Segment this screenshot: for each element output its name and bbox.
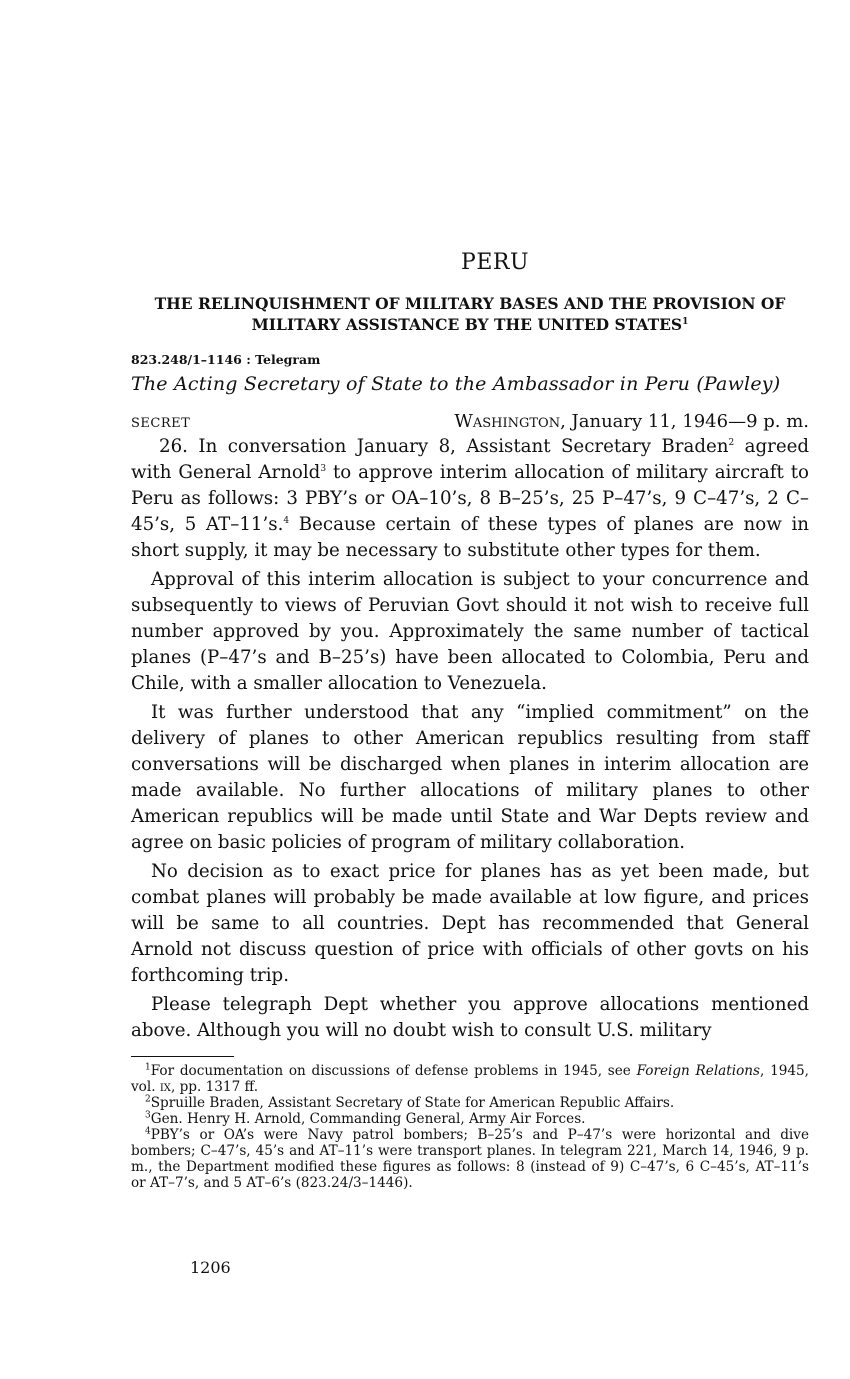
page-number: 1206: [190, 1258, 231, 1277]
footnote-1-part-a: For documentation on discussions of defense problems in 1945, see: [150, 1063, 637, 1079]
footnote-1-italic: Foreign Relations: [636, 1063, 761, 1079]
file-reference: 823.248/1–1146 : Telegram: [131, 352, 321, 367]
footnote-ref-1: 1: [682, 316, 689, 327]
paragraph-1: [131, 434, 809, 564]
footnote-ref-3: 3: [320, 463, 327, 474]
paragraph-1-part-a: 26. In conversation January 8, Assistant Secretary Braden: [159, 436, 729, 457]
paragraph-1-part-d: Because certain of these types of planes are now in short supply, it may be necessary to substitute other types for them.: [131, 514, 809, 561]
dateline-date: January 11, 1946—9 p. m.: [571, 411, 809, 432]
footnote-2: [131, 1095, 809, 1111]
footnote-2-text: Spruille Braden, Assistant Secretary of State for American Republic Affairs.: [150, 1095, 675, 1111]
dateline: [131, 411, 809, 432]
document-title-text: The Acting Secretary of State to the Ambassador in Peru: [131, 373, 691, 395]
dateline-place: Washington,: [454, 411, 566, 432]
footnote-1-volume: ix: [159, 1079, 171, 1095]
paragraph-4: No decision as to exact price for planes has as yet been made, but combat planes will probably be made available at low figure, and prices will be same to all countries. Dept has recommended that General Arnold not discuss question of price with officials of other govts on his forthcoming trip.: [131, 861, 809, 986]
footnote-4-number: 4: [145, 1126, 151, 1137]
footnote-1-part-c: , pp. 1317 ff.: [170, 1079, 259, 1095]
date-place: [454, 411, 809, 432]
footnote-1-number: 1: [145, 1062, 151, 1073]
footnotes: [131, 1063, 809, 1191]
footnote-3-number: 3: [145, 1110, 151, 1121]
footnote-ref-4: 4: [283, 515, 290, 526]
footnote-3-text: Gen. Henry H. Arnold, Commanding General, Army Air Forces.: [150, 1111, 586, 1127]
classification-label: SECRET: [131, 416, 191, 431]
footnote-4-text: PBY’s or OA’s were Navy patrol bombers; B–25’s and P–47’s were horizontal and dive bombers; C–47’s, 45’s and AT–11’s were transport planes. In telegram 221, March 14, 1946, 9 p. m., the Department modified these figures as follows: 8 (instead of 9) C–47’s, 6 C–45’s, AT–11’s or AT–7’s, and 5 AT–6’s (823.24/3–1446).: [131, 1127, 809, 1191]
footnote-2-number: 2: [145, 1094, 151, 1105]
footnote-4: [131, 1127, 809, 1191]
paragraph-5: Please telegraph Dept whether you approve allocations mentioned above. Although you will no doubt wish to consult U.S. military: [131, 994, 809, 1041]
document-title-recipient: (Pawley): [696, 373, 781, 395]
document-page: [131, 250, 809, 1191]
footnote-ref-2: 2: [728, 437, 735, 448]
footnote-divider: [131, 1056, 234, 1057]
paragraph-3: It was further understood that any “implied commitment” on the delivery of planes to other American republics resulting from staff conversations will be discharged when planes in interim allocation are made available. No further allocations of military planes to other American republics will be made until State and War Depts review and agree on basic policies of program of military collaboration.: [131, 702, 809, 853]
telegram-body: [131, 434, 809, 1044]
footnote-1-part-b: , 1945, vol.: [131, 1063, 809, 1095]
section-heading-text: THE RELINQUISHMENT OF MILITARY BASES AND THE PROVISION OF MILITARY ASSISTANCE BY THE UNITED STATES: [154, 294, 786, 334]
footnote-1: [131, 1063, 809, 1095]
paragraph-1-part-b: agreed with General Arnold: [131, 436, 809, 483]
paragraph-2: Approval of this interim allocation is subject to your concurrence and subsequently to views of Peruvian Govt should it not wish to receive full number approved by you. Approximately the same number of tactical planes (P–47’s and B–25’s) have been allocated to Colombia, Peru and Chile, with a smaller allocation to Venezuela.: [131, 569, 809, 694]
footnote-3: [131, 1111, 809, 1127]
document-title: [131, 373, 809, 395]
country-title: PERU: [461, 250, 529, 275]
paragraph-1-part-c: to approve interim allocation of military aircraft to Peru as follows: 3 PBY’s or OA–10’s, 8 B–25’s, 25 P–47’s, 9 C–47’s, 2 C–45’s, 5 AT–11’s.: [131, 462, 809, 535]
section-heading: [131, 293, 809, 335]
